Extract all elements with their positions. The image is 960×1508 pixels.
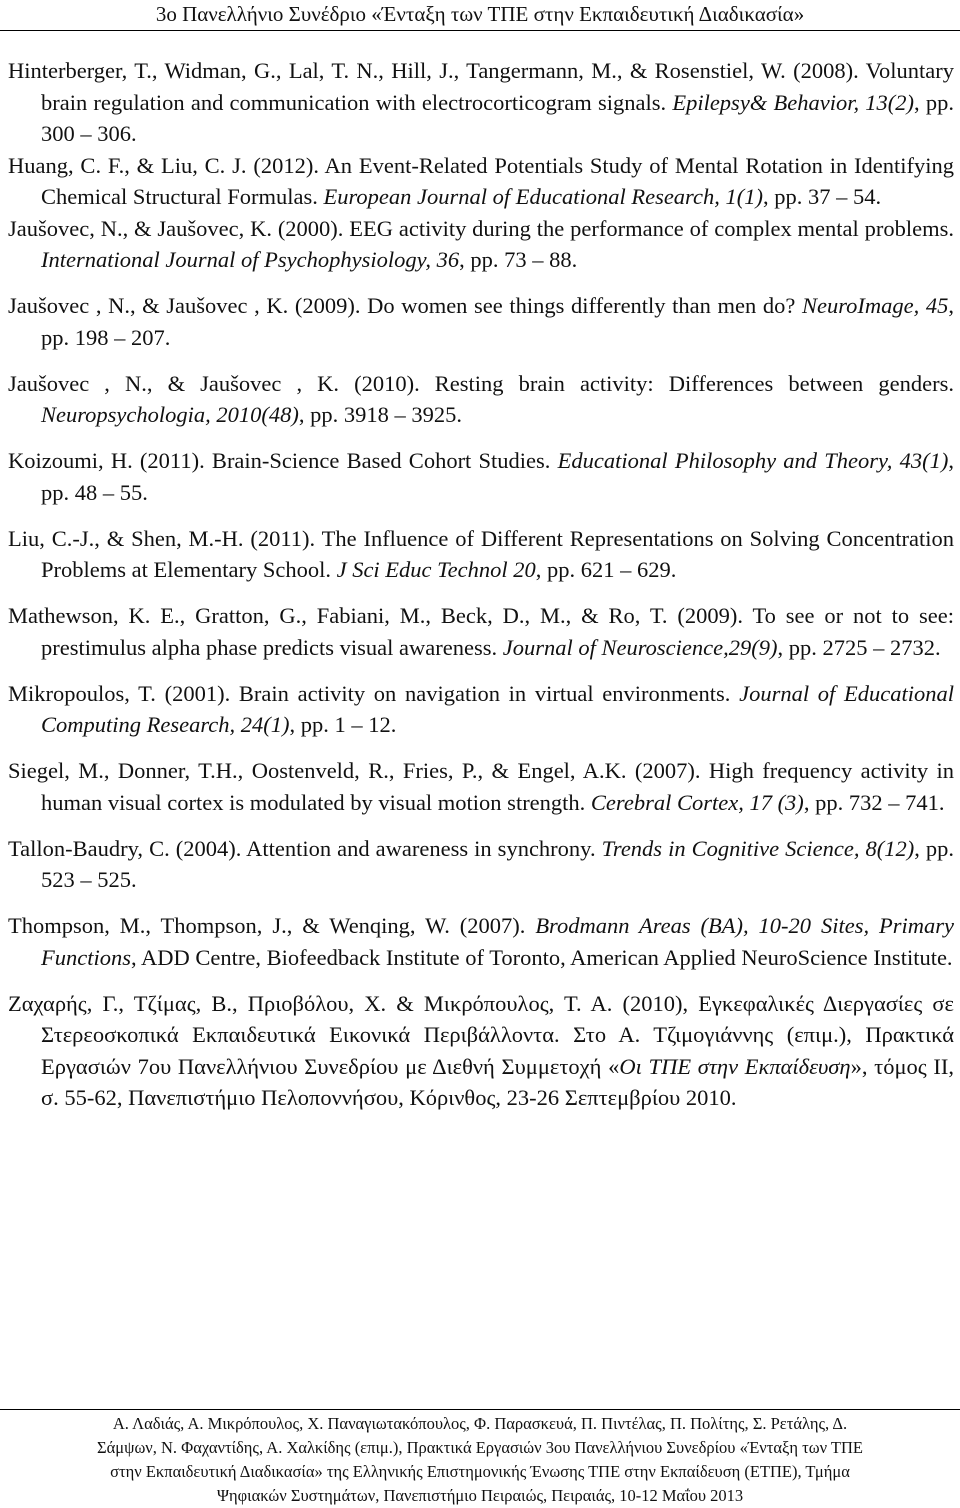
reference-item [8, 150, 954, 213]
reference-item [8, 368, 954, 431]
reference-source: Brodmann Areas (BA), 10-20 Sites, Primary Functions [41, 913, 954, 970]
reference-pages: , pp. 48 – 55. [41, 448, 954, 505]
reference-item [8, 55, 954, 150]
reference-list [8, 55, 954, 1128]
reference-item [8, 833, 954, 896]
reference-authors: Liu, C.-J., & Shen, M.-H. (2011). The Influence of Different Representations on Solving Concentration Problems at Elementary School. [8, 525, 954, 582]
reference-pages: , pp. 621 – 629. [535, 557, 677, 582]
reference-item [8, 600, 954, 663]
reference-authors: Koizoumi, H. (2011). Brain-Science Based Cohort Studies. [8, 448, 558, 473]
reference-source: Neuropsychologia, 2010(48) [41, 402, 299, 427]
reference-source: Trends in Cognitive Science, 8(12) [601, 835, 915, 861]
reference-source: Epilepsy& Behavior, 13(2) [672, 89, 915, 115]
footer-line: στην Εκπαιδευτική Διαδικασία» της Ελληνικής Επιστημονικής Ένωσης ΤΠΕ στην Εκπαίδευση (ΕΤΠΕ), Τμήμα [110, 1462, 850, 1481]
reference-authors: Mikropoulos, T. (2001). Brain activity on navigation in virtual environments. [8, 680, 740, 706]
reference-pages: , ADD Centre, Biofeedback Institute of Toronto, American Applied NeuroScience Institute. [131, 944, 953, 970]
reference-source: Journal of Educational Computing Research, 24(1) [41, 680, 954, 737]
reference-pages: , pp. 2725 – 2732. [777, 634, 941, 660]
reference-authors: Tallon-Baudry, C. (2004). Attention and awareness in synchrony. [8, 835, 602, 861]
reference-authors: Jaušovec, N., & Jaušovec, K. (2000). EEG activity during the performance of complex mental problems. [8, 215, 954, 241]
reference-source: NeuroImage, 45 [801, 293, 949, 318]
reference-item [8, 678, 954, 741]
reference-source: International Journal of Psychophysiology, 36 [41, 247, 460, 272]
reference-authors: Huang, C. F., & Liu, C. J. (2012). An Event-Related Potentials Study of Mental Rotation in Identifying Chemical Structural Formulas. [8, 152, 954, 209]
reference-item [8, 445, 954, 508]
reference-authors: Jaušovec , N., & Jaušovec , K. (2009). Do women see things differently than men do? [8, 293, 802, 318]
footer-line: Σάμψων, Ν. Φαχαντίδης, Α. Χαλκίδης (επιμ.), Πρακτικά Εργασιών 3ου Πανελλήνιου Συνεδρίου «Ένταξη των ΤΠΕ [97, 1438, 863, 1457]
reference-pages: , pp. 300 – 306. [41, 89, 954, 146]
reference-source: Educational Philosophy and Theory, 43(1) [557, 448, 949, 473]
running-header: 3ο Πανελλήνιο Συνέδριο «Ένταξη των ΤΠΕ στην Εκπαιδευτική Διαδικασία» [0, 0, 960, 31]
reference-source: Cerebral Cortex, 17 (3) [590, 789, 804, 815]
reference-source: European Journal of Educational Research, 1(1) [323, 184, 763, 209]
reference-pages: , pp. 523 – 525. [41, 835, 955, 892]
footer-line: Ψηφιακών Συστημάτων, Πανεπιστήμιο Πειραιώς, Πειραιάς, 10-12 Μαΐου 2013 [216, 1486, 744, 1505]
reference-item [8, 988, 954, 1114]
reference-source: J Sci Educ Technol 20 [336, 557, 536, 582]
reference-pages: , pp. 732 – 741. [803, 789, 945, 815]
reference-source: Οι ΤΠΕ στην Εκπαίδευση [619, 1053, 851, 1079]
reference-item [8, 213, 954, 276]
footer-line: Α. Λαδιάς, Α. Μικρόπουλος, Χ. Παναγιωτακόπουλος, Φ. Παρασκευά, Π. Πιντέλας, Π. Πολίτης, Σ. Ρετάλης, Δ. [112, 1414, 848, 1433]
reference-item [8, 290, 954, 353]
reference-authors: Ζαχαρής, Γ., Τζίμας, Β., Πριοβόλου, Χ. & Μικρόπουλος, Τ. Α. (2010), Εγκεφαλικές Διεργασίες σε Στερεοσκοπικά Εκπαιδευτικά Εικονικά Περιβάλλοντα. Στο Α. Τζιμογιάννης (επιμ.), Πρακτικά Εργασιών 7ου Πανελλήνιου Συνεδρίου με Διεθνή Συμμετοχή « [8, 990, 954, 1079]
reference-authors: Siegel, M., Donner, T.H., Oostenveld, R., Fries, P., & Engel, A.K. (2007). High frequency activity in human visual cortex is modulated by visual motion strength. [8, 758, 954, 815]
reference-item [8, 910, 954, 973]
reference-source: Journal of Neuroscience,29(9) [502, 634, 778, 660]
reference-pages: , pp. 198 – 207. [41, 293, 954, 350]
reference-authors: Thompson, M., Thompson, J., & Wenqing, W. (2007). [8, 913, 536, 938]
reference-pages: , pp. 73 – 88. [459, 247, 578, 272]
reference-pages: , pp. 1 – 12. [289, 712, 397, 737]
reference-authors: Mathewson, K. E., Gratton, G., Fabiani, M., Beck, D., M., & Ro, T. (2009). To see or not to see: prestimulus alpha phase predicts visual awareness. [8, 603, 954, 660]
reference-item [8, 755, 954, 818]
page-footer [0, 1409, 960, 1508]
reference-pages: , pp. 3918 – 3925. [298, 402, 463, 427]
reference-item [8, 523, 954, 586]
reference-pages: », τόμος ΙΙ, σ. 55-62, Πανεπιστήμιο Πελοποννήσου, Κόρινθος, 23-26 Σεπτεμβρίου 2010. [41, 1053, 954, 1110]
reference-authors: Jaušovec , N., & Jaušovec , K. (2010). Resting brain activity: Differences between genders. [8, 370, 954, 396]
reference-pages: , pp. 37 – 54. [762, 184, 882, 209]
reference-authors: Hinterberger, T., Widman, G., Lal, T. N., Hill, J., Tangermann, M., & Rosenstiel, W. (2008). Voluntary brain regulation and communication with electrocorticogram signals. [8, 58, 954, 115]
